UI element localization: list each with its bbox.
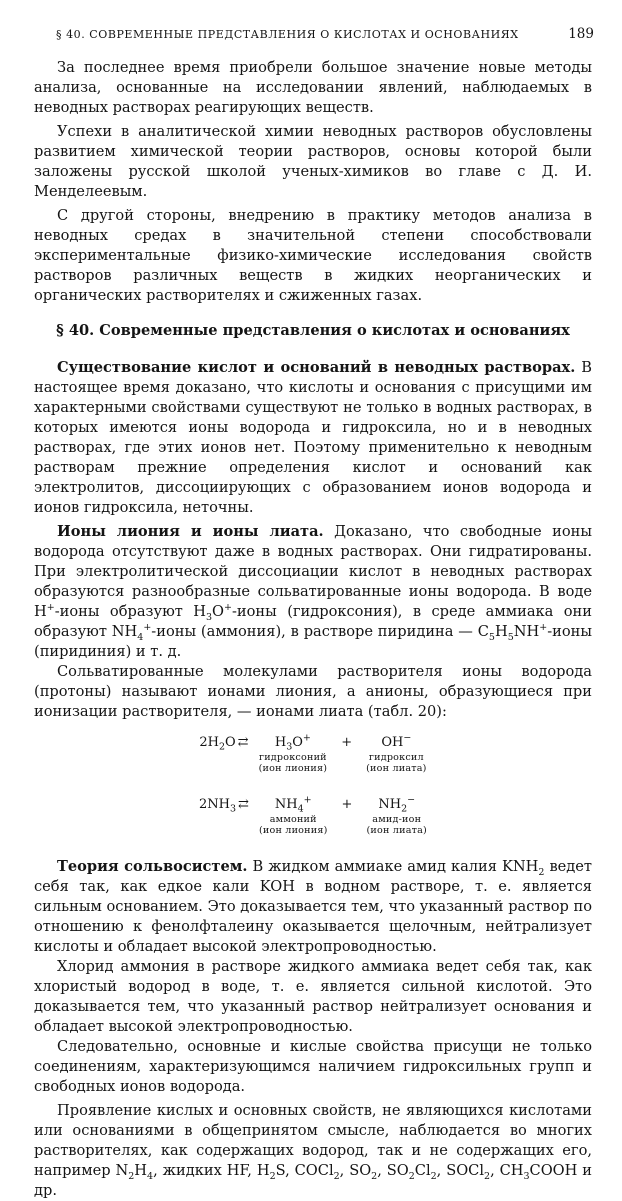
superscript: +: [539, 622, 548, 634]
equation-block: [34, 734, 592, 848]
equation-lyonium-product: $H_3O^+$ гидроксоний (ион лиония): [258, 732, 328, 774]
paragraph-ions: [34, 522, 592, 662]
plus-sign: +: [341, 797, 353, 812]
ions-text: -ионы образуют H: [54, 603, 206, 620]
subscript: 2: [538, 866, 545, 878]
superscript: +: [224, 602, 232, 614]
product-name: аммоний: [269, 814, 317, 825]
product-name: амид-ион: [372, 814, 422, 825]
equation-reactant: $2H_2O$: [199, 735, 236, 753]
paragraph-solvosystems: [34, 857, 592, 957]
paragraph-existence: [34, 358, 592, 518]
subscript: 3: [206, 611, 213, 623]
paragraph-conclusion: Следовательно, основные и кислые свойства присущи не только соединениям, характеризующимся наличием гидроксильных групп и свободных ионов водорода.: [34, 1038, 592, 1095]
ions-text: -ионы (гидроксония), в среде аммиака они образуют NH: [34, 603, 592, 640]
subscript: 5: [488, 631, 495, 643]
ions-text: -ионы (аммония), в растворе пиридина — C: [151, 623, 489, 640]
product-role: (ион лиата): [366, 825, 427, 836]
paragraph-examples: Проявление кислых и основных свойств, не являющихся кислотами или основаниями в общепринятом смысле, наблюдается во многих растворителях, как содержащих водород, так и не содержащих его, например $N_2H_4$, жидких HF, $H_2S$, COCl$_2$, $SO_2$, $SO_2Cl_2$, SOCl$_2$, $CH_3COOH$ и др.: [34, 1102, 592, 1199]
equation-reactant: $2NH_3$: [199, 797, 237, 815]
ions-text: NH: [513, 623, 540, 640]
running-title: § 40. СОВРЕМЕННЫЕ ПРЕДСТАВЛЕНИЯ О КИСЛОТАХ И ОСНОВАНИЯХ: [56, 28, 519, 41]
equation-water: [34, 734, 592, 792]
superscript: +: [46, 602, 55, 614]
paragraph-ammonium-chloride: Хлорид аммония в растворе жидкого аммиака ведет себя так, как хлористый водород в воде, т. е. является сильной кислотой. Это доказывается тем, что указанный раствор нейтрализует основания и обладает высокой электропроводностью.: [34, 958, 592, 1035]
superscript: +: [143, 622, 152, 634]
runin-heading-solvosystems: Теория сольвосистем.: [57, 858, 248, 875]
ions-text: O: [212, 603, 225, 620]
product-name: гидроксил: [368, 752, 424, 763]
equation-lyate-product: $NH_2^-$ амид-ион (ион лиата): [366, 794, 427, 836]
plus-sign: +: [341, 735, 353, 750]
equilibrium-arrow: ⇄: [237, 735, 249, 750]
page-body: [34, 58, 592, 1201]
running-header: [56, 26, 594, 42]
equation-ammonia: [34, 796, 592, 848]
subscript: 4: [137, 631, 144, 643]
ions-text: Доказано, что свободные ионы водорода отсутствуют даже в водных растворах. Они гидратированы. При электролитической диссоциации кислот в неводных растворах образуются разнообразные сольватированные ионы водорода. В воде H: [34, 523, 593, 620]
solvo-text: ведет себя так, как едкое кали KOH в водном растворе, т. е. является сильным основанием. Это доказывается тем, что указанный раствор по отношению к фенолфталеину оказывается щелочным, нейтрализует кислоты и обладает высокой электропроводностью.: [34, 858, 592, 955]
subscript: 5: [507, 631, 514, 643]
existence-text: В настоящее время доказано, что кислоты и основания с присущими им характерными свойствами существуют не только в водных растворах, в которых имеются ионы водорода и гидроксила, но и в неводных растворах, где этих ионов нет. Поэтому применительно к неводным растворам прежние определения кислот и оснований как электролитов, диссоциирующих с образованием ионов водорода и ионов гидроксила, неточны.: [34, 359, 592, 516]
ions-text: -ионы (пиридиния) и т. д.: [34, 623, 593, 660]
equation-lyonium-product: $NH_4^+$ аммоний (ион лиония): [258, 794, 328, 836]
ions-text: H: [494, 623, 508, 640]
paragraph-intro-2: Успехи в аналитической химии неводных растворов обусловлены развитием химической теории растворов, основы которой были заложены русской школой ученых-химиков во главе с Д. И. Менделеевым.: [34, 123, 592, 200]
product-name: гидроксоний: [258, 752, 327, 763]
runin-heading-existence: Существование кислот и оснований в неводных растворах.: [57, 359, 576, 376]
equation-lyate-product: OH− гидроксил (ион лиата): [366, 732, 427, 774]
runin-heading-ions: Ионы лиония и ионы лиата.: [57, 523, 324, 540]
paragraph-intro-3: С другой стороны, внедрению в практику методов анализа в неводных средах в значительной степени способствовали экспериментальные физико-химические исследования свойств растворов различных веществ в жидких неорганических и органических растворителях и сжиженных газах.: [34, 207, 592, 304]
section-title: § 40. Современные представления о кислотах и основаниях: [56, 322, 570, 339]
product-role: (ион лиония): [258, 825, 328, 836]
equilibrium-arrow: ⇄: [238, 797, 249, 812]
product-role: (ион лиония): [258, 763, 328, 774]
paragraph-intro-1: За последнее время приобрели большое значение новые методы анализа, основанные на исследовании явлений, наблюдаемых в неводных растворах реагирующих веществ.: [34, 59, 592, 116]
paragraph-solvated: Сольватированные молекулами растворителя ионы водорода (протоны) называют ионами лиония, а анионы, образующиеся при ионизации растворителя, — ионами лиата (табл. 20):: [34, 663, 592, 720]
page-number: 189: [568, 26, 594, 42]
product-role: (ион лиата): [366, 763, 427, 774]
solvo-text: В жидком аммиаке амид калия KNH: [252, 858, 539, 875]
